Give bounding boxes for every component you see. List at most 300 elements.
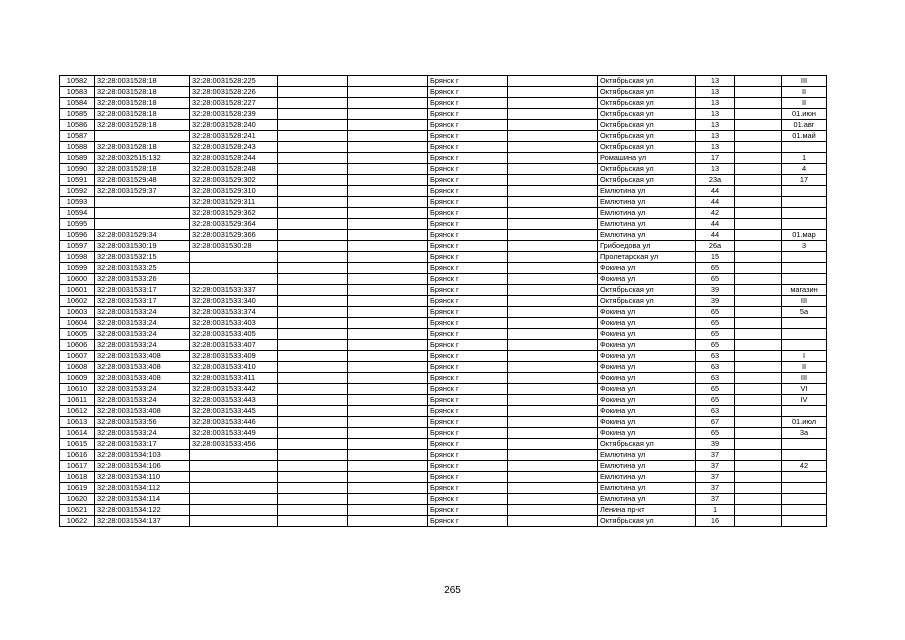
blank-cell: [278, 263, 348, 274]
city-cell: Брянск г: [428, 241, 508, 252]
row-number-cell: 10621: [60, 505, 95, 516]
blank-cell: [735, 230, 782, 241]
blank-cell: [508, 494, 598, 505]
unit-cell: 42: [782, 461, 827, 472]
blank-cell: [735, 175, 782, 186]
table-row: [60, 241, 827, 252]
blank-cell: [348, 263, 428, 274]
table-row: [60, 296, 827, 307]
blank-cell: [735, 494, 782, 505]
object-cadastral-cell: [190, 472, 278, 483]
parcel-cadastral-cell: 32:28:0031528:18: [95, 120, 190, 131]
unit-cell: [782, 318, 827, 329]
row-number-cell: 10586: [60, 120, 95, 131]
blank-cell: [735, 153, 782, 164]
blank-cell: [508, 362, 598, 373]
parcel-cadastral-cell: 32:28:0031533:24: [95, 318, 190, 329]
city-cell: Брянск г: [428, 340, 508, 351]
blank-cell: [735, 252, 782, 263]
object-cadastral-cell: 32:28:0031533:411: [190, 373, 278, 384]
unit-cell: 01.июн: [782, 109, 827, 120]
parcel-cadastral-cell: 32:28:0031533:24: [95, 395, 190, 406]
city-cell: Брянск г: [428, 329, 508, 340]
street-cell: Октябрьская ул: [598, 98, 696, 109]
blank-cell: [348, 505, 428, 516]
blank-cell: [278, 164, 348, 175]
unit-cell: 5а: [782, 307, 827, 318]
street-cell: Октябрьская ул: [598, 516, 696, 527]
city-cell: Брянск г: [428, 516, 508, 527]
table-row: [60, 406, 827, 417]
blank-cell: [278, 373, 348, 384]
blank-cell: [278, 483, 348, 494]
row-number-cell: 10598: [60, 252, 95, 263]
blank-cell: [348, 461, 428, 472]
house-cell: 37: [696, 483, 735, 494]
city-cell: Брянск г: [428, 87, 508, 98]
house-cell: 13: [696, 120, 735, 131]
blank-cell: [735, 241, 782, 252]
blank-cell: [348, 252, 428, 263]
parcel-cadastral-cell: 32:28:0031533:17: [95, 285, 190, 296]
object-cadastral-cell: 32:28:0031533:446: [190, 417, 278, 428]
blank-cell: [508, 219, 598, 230]
table-row: [60, 263, 827, 274]
blank-cell: [278, 395, 348, 406]
table-row: [60, 329, 827, 340]
blank-cell: [508, 142, 598, 153]
house-cell: 65: [696, 318, 735, 329]
city-cell: Брянск г: [428, 417, 508, 428]
street-cell: Октябрьская ул: [598, 164, 696, 175]
table-row: [60, 274, 827, 285]
unit-cell: [782, 186, 827, 197]
blank-cell: [278, 296, 348, 307]
blank-cell: [508, 329, 598, 340]
unit-cell: 17: [782, 175, 827, 186]
blank-cell: [508, 120, 598, 131]
unit-cell: [782, 197, 827, 208]
parcel-cadastral-cell: 32:28:0031533:24: [95, 384, 190, 395]
blank-cell: [348, 109, 428, 120]
street-cell: Фокина ул: [598, 384, 696, 395]
object-cadastral-cell: [190, 483, 278, 494]
row-number-cell: 10622: [60, 516, 95, 527]
house-cell: 44: [696, 230, 735, 241]
blank-cell: [735, 120, 782, 131]
blank-cell: [348, 373, 428, 384]
city-cell: Брянск г: [428, 197, 508, 208]
blank-cell: [278, 76, 348, 87]
unit-cell: 01.май: [782, 131, 827, 142]
blank-cell: [735, 219, 782, 230]
parcel-cadastral-cell: 32:28:0031533:56: [95, 417, 190, 428]
blank-cell: [278, 252, 348, 263]
parcel-cadastral-cell: 32:28:0031528:18: [95, 87, 190, 98]
blank-cell: [735, 395, 782, 406]
unit-cell: 1: [782, 153, 827, 164]
row-number-cell: 10604: [60, 318, 95, 329]
blank-cell: [278, 87, 348, 98]
house-cell: 37: [696, 461, 735, 472]
city-cell: Брянск г: [428, 483, 508, 494]
blank-cell: [508, 483, 598, 494]
blank-cell: [508, 109, 598, 120]
row-number-cell: 10607: [60, 351, 95, 362]
house-cell: 65: [696, 340, 735, 351]
street-cell: Фокина ул: [598, 340, 696, 351]
street-cell: Октябрьская ул: [598, 296, 696, 307]
blank-cell: [508, 285, 598, 296]
blank-cell: [735, 307, 782, 318]
blank-cell: [735, 131, 782, 142]
blank-cell: [348, 230, 428, 241]
row-number-cell: 10616: [60, 450, 95, 461]
blank-cell: [508, 263, 598, 274]
table-row: [60, 505, 827, 516]
city-cell: Брянск г: [428, 384, 508, 395]
blank-cell: [735, 516, 782, 527]
row-number-cell: 10583: [60, 87, 95, 98]
object-cadastral-cell: 32:28:0031529:302: [190, 175, 278, 186]
object-cadastral-cell: 32:28:0031533:443: [190, 395, 278, 406]
street-cell: Емлютина ул: [598, 197, 696, 208]
blank-cell: [735, 318, 782, 329]
blank-cell: [348, 197, 428, 208]
parcel-cadastral-cell: 32:28:0031528:18: [95, 142, 190, 153]
blank-cell: [735, 274, 782, 285]
row-number-cell: 10618: [60, 472, 95, 483]
blank-cell: [735, 351, 782, 362]
parcel-cadastral-cell: 32:28:0031533:408: [95, 351, 190, 362]
blank-cell: [348, 417, 428, 428]
blank-cell: [508, 98, 598, 109]
blank-cell: [278, 472, 348, 483]
blank-cell: [278, 274, 348, 285]
street-cell: Октябрьская ул: [598, 142, 696, 153]
blank-cell: [508, 351, 598, 362]
object-cadastral-cell: 32:28:0031533:449: [190, 428, 278, 439]
house-cell: 42: [696, 208, 735, 219]
table-row: [60, 307, 827, 318]
street-cell: Фокина ул: [598, 274, 696, 285]
street-cell: Пролетарская ул: [598, 252, 696, 263]
city-cell: Брянск г: [428, 373, 508, 384]
parcel-cadastral-cell: 32:28:0031532:15: [95, 252, 190, 263]
blank-cell: [735, 428, 782, 439]
object-cadastral-cell: 32:28:0031528:241: [190, 131, 278, 142]
city-cell: Брянск г: [428, 120, 508, 131]
house-cell: 13: [696, 131, 735, 142]
blank-cell: [278, 351, 348, 362]
blank-cell: [348, 351, 428, 362]
parcel-cadastral-cell: 32:28:0031528:18: [95, 98, 190, 109]
blank-cell: [278, 406, 348, 417]
blank-cell: [508, 373, 598, 384]
street-cell: Октябрьская ул: [598, 76, 696, 87]
city-cell: Брянск г: [428, 406, 508, 417]
blank-cell: [735, 329, 782, 340]
unit-cell: [782, 263, 827, 274]
unit-cell: 01.авг: [782, 120, 827, 131]
blank-cell: [735, 417, 782, 428]
parcel-cadastral-cell: 32:28:0031528:18: [95, 164, 190, 175]
row-number-cell: 10590: [60, 164, 95, 175]
street-cell: Фокина ул: [598, 362, 696, 373]
unit-cell: 3: [782, 241, 827, 252]
row-number-cell: 10600: [60, 274, 95, 285]
row-number-cell: 10597: [60, 241, 95, 252]
row-number-cell: 10613: [60, 417, 95, 428]
object-cadastral-cell: 32:28:0031533:374: [190, 307, 278, 318]
city-cell: Брянск г: [428, 318, 508, 329]
blank-cell: [735, 406, 782, 417]
row-number-cell: 10614: [60, 428, 95, 439]
blank-cell: [278, 230, 348, 241]
blank-cell: [348, 120, 428, 131]
street-cell: Фокина ул: [598, 428, 696, 439]
house-cell: 63: [696, 351, 735, 362]
blank-cell: [508, 505, 598, 516]
unit-cell: II: [782, 98, 827, 109]
parcel-cadastral-cell: 32:28:0032515:132: [95, 153, 190, 164]
unit-cell: III: [782, 76, 827, 87]
object-cadastral-cell: 32:28:0031529:310: [190, 186, 278, 197]
blank-cell: [735, 362, 782, 373]
unit-cell: 4: [782, 164, 827, 175]
object-cadastral-cell: [190, 252, 278, 263]
city-cell: Брянск г: [428, 186, 508, 197]
blank-cell: [348, 318, 428, 329]
parcel-cadastral-cell: 32:28:0031529:37: [95, 186, 190, 197]
street-cell: Емлютина ул: [598, 186, 696, 197]
blank-cell: [735, 197, 782, 208]
city-cell: Брянск г: [428, 263, 508, 274]
object-cadastral-cell: 32:28:0031529:311: [190, 197, 278, 208]
row-number-cell: 10595: [60, 219, 95, 230]
blank-cell: [348, 175, 428, 186]
blank-cell: [348, 329, 428, 340]
blank-cell: [278, 285, 348, 296]
row-number-cell: 10608: [60, 362, 95, 373]
street-cell: Фокина ул: [598, 417, 696, 428]
parcel-cadastral-cell: [95, 208, 190, 219]
table-row: [60, 439, 827, 450]
row-number-cell: 10589: [60, 153, 95, 164]
house-cell: 13: [696, 98, 735, 109]
blank-cell: [508, 417, 598, 428]
blank-cell: [735, 472, 782, 483]
house-cell: 39: [696, 439, 735, 450]
city-cell: Брянск г: [428, 164, 508, 175]
blank-cell: [508, 296, 598, 307]
blank-cell: [278, 505, 348, 516]
house-cell: 13: [696, 76, 735, 87]
object-cadastral-cell: 32:28:0031533:445: [190, 406, 278, 417]
house-cell: 39: [696, 296, 735, 307]
blank-cell: [735, 263, 782, 274]
blank-cell: [348, 450, 428, 461]
blank-cell: [735, 505, 782, 516]
house-cell: 13: [696, 109, 735, 120]
blank-cell: [348, 406, 428, 417]
parcel-cadastral-cell: 32:28:0031529:48: [95, 175, 190, 186]
blank-cell: [278, 208, 348, 219]
object-cadastral-cell: 32:28:0031533:405: [190, 329, 278, 340]
table-row: [60, 76, 827, 87]
blank-cell: [278, 340, 348, 351]
row-number-cell: 10610: [60, 384, 95, 395]
unit-cell: 01.июл: [782, 417, 827, 428]
unit-cell: [782, 252, 827, 263]
blank-cell: [508, 340, 598, 351]
table-row: [60, 494, 827, 505]
blank-cell: [508, 406, 598, 417]
blank-cell: [348, 395, 428, 406]
blank-cell: [348, 494, 428, 505]
object-cadastral-cell: [190, 505, 278, 516]
house-cell: 65: [696, 274, 735, 285]
object-cadastral-cell: 32:28:0031529:366: [190, 230, 278, 241]
blank-cell: [348, 340, 428, 351]
parcel-cadastral-cell: [95, 219, 190, 230]
street-cell: Фокина ул: [598, 395, 696, 406]
row-number-cell: 10615: [60, 439, 95, 450]
parcel-cadastral-cell: 32:28:0031534:114: [95, 494, 190, 505]
street-cell: Фокина ул: [598, 406, 696, 417]
unit-cell: магазин: [782, 285, 827, 296]
table-row: [60, 450, 827, 461]
table-row: [60, 318, 827, 329]
street-cell: Октябрьская ул: [598, 131, 696, 142]
blank-cell: [508, 186, 598, 197]
city-cell: Брянск г: [428, 175, 508, 186]
parcel-cadastral-cell: 32:28:0031533:408: [95, 362, 190, 373]
blank-cell: [735, 340, 782, 351]
blank-cell: [735, 76, 782, 87]
unit-cell: II: [782, 362, 827, 373]
city-cell: Брянск г: [428, 461, 508, 472]
house-cell: 65: [696, 307, 735, 318]
row-number-cell: 10602: [60, 296, 95, 307]
blank-cell: [348, 384, 428, 395]
table-row: [60, 461, 827, 472]
table-row: [60, 472, 827, 483]
table-row: [60, 153, 827, 164]
street-cell: Октябрьская ул: [598, 109, 696, 120]
street-cell: Емлютина ул: [598, 230, 696, 241]
blank-cell: [508, 76, 598, 87]
parcel-cadastral-cell: 32:28:0031534:122: [95, 505, 190, 516]
blank-cell: [735, 373, 782, 384]
row-number-cell: 10594: [60, 208, 95, 219]
blank-cell: [278, 384, 348, 395]
city-cell: Брянск г: [428, 208, 508, 219]
parcel-cadastral-cell: 32:28:0031530:19: [95, 241, 190, 252]
table-row: [60, 340, 827, 351]
blank-cell: [348, 472, 428, 483]
blank-cell: [508, 230, 598, 241]
table-row: [60, 428, 827, 439]
city-cell: Брянск г: [428, 131, 508, 142]
blank-cell: [508, 439, 598, 450]
blank-cell: [348, 87, 428, 98]
blank-cell: [348, 186, 428, 197]
house-cell: 65: [696, 384, 735, 395]
table-row: [60, 164, 827, 175]
parcel-cadastral-cell: 32:28:0031529:34: [95, 230, 190, 241]
blank-cell: [735, 98, 782, 109]
unit-cell: II: [782, 87, 827, 98]
unit-cell: [782, 472, 827, 483]
blank-cell: [278, 494, 348, 505]
unit-cell: [782, 505, 827, 516]
city-cell: Брянск г: [428, 142, 508, 153]
house-cell: 37: [696, 494, 735, 505]
row-number-cell: 10582: [60, 76, 95, 87]
street-cell: Грибоедова ул: [598, 241, 696, 252]
blank-cell: [508, 131, 598, 142]
blank-cell: [508, 87, 598, 98]
object-cadastral-cell: [190, 516, 278, 527]
parcel-cadastral-cell: 32:28:0031528:18: [95, 76, 190, 87]
house-cell: 65: [696, 329, 735, 340]
blank-cell: [278, 142, 348, 153]
parcel-cadastral-cell: 32:28:0031534:106: [95, 461, 190, 472]
street-cell: Фокина ул: [598, 351, 696, 362]
parcel-cadastral-cell: 32:28:0031533:26: [95, 274, 190, 285]
street-cell: Фокина ул: [598, 307, 696, 318]
city-cell: Брянск г: [428, 274, 508, 285]
blank-cell: [348, 153, 428, 164]
parcel-cadastral-cell: 32:28:0031533:24: [95, 428, 190, 439]
blank-cell: [735, 109, 782, 120]
city-cell: Брянск г: [428, 230, 508, 241]
object-cadastral-cell: [190, 461, 278, 472]
table-row: [60, 142, 827, 153]
blank-cell: [508, 252, 598, 263]
house-cell: 16: [696, 516, 735, 527]
blank-cell: [508, 208, 598, 219]
table-row: [60, 516, 827, 527]
blank-cell: [508, 164, 598, 175]
blank-cell: [735, 186, 782, 197]
house-cell: 44: [696, 219, 735, 230]
blank-cell: [348, 516, 428, 527]
table-row: [60, 351, 827, 362]
blank-cell: [348, 274, 428, 285]
blank-cell: [508, 461, 598, 472]
row-number-cell: 10587: [60, 131, 95, 142]
street-cell: Емлютина ул: [598, 461, 696, 472]
object-cadastral-cell: 32:28:0031533:442: [190, 384, 278, 395]
blank-cell: [508, 516, 598, 527]
unit-cell: [782, 439, 827, 450]
house-cell: 13: [696, 87, 735, 98]
object-cadastral-cell: 32:28:0031533:407: [190, 340, 278, 351]
city-cell: Брянск г: [428, 428, 508, 439]
row-number-cell: 10596: [60, 230, 95, 241]
blank-cell: [278, 318, 348, 329]
parcel-cadastral-cell: [95, 131, 190, 142]
object-cadastral-cell: 32:28:0031528:244: [190, 153, 278, 164]
unit-cell: 3а: [782, 428, 827, 439]
row-number-cell: 10606: [60, 340, 95, 351]
street-cell: Фокина ул: [598, 373, 696, 384]
table-row: [60, 109, 827, 120]
blank-cell: [278, 461, 348, 472]
parcel-cadastral-cell: 32:28:0031534:103: [95, 450, 190, 461]
